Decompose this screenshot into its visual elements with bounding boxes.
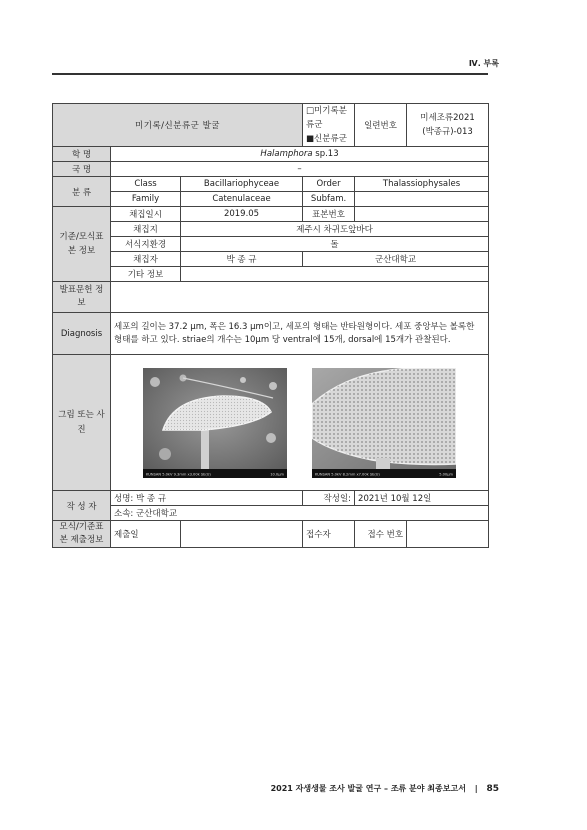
sem-photo-2-scale: 5.00μm [439, 472, 453, 476]
serial-label: 일련번호 [355, 104, 407, 147]
option-new-taxon[interactable]: ■신분류군 [306, 134, 347, 144]
diagnosis-text: 세포의 길이는 37.2 μm, 폭은 16.3 μm이고, 세포의 형태는 반타원형이다. 세포 중앙부는 볼록한 형태를 하고 있다. striae의 개수는 10μm 당 ventral에 15개, dorsal에 15개가 관찰된다. [111, 313, 489, 355]
submit-date-label: 제출일 [111, 521, 181, 548]
author-date-value: 2021년 10월 12일 [355, 491, 489, 506]
collect-date-value: 2019.05 [181, 207, 303, 222]
author-name: 성명: 박 종 규 [111, 491, 303, 506]
collect-site-value: 제주시 차귀도앞바다 [181, 222, 489, 237]
author-label: 작 성 자 [53, 491, 111, 521]
page-number: 85 [486, 784, 499, 794]
author-date-label: 작성일: [303, 491, 355, 506]
collect-site-label: 채집지 [111, 222, 181, 237]
specimen-no-value [355, 207, 489, 222]
subfam-label: Subfam. [303, 192, 355, 207]
habitat-label: 서식지환경 [111, 237, 181, 252]
class-value: Bacillariophyceae [181, 177, 303, 192]
habitat-value: 돌 [181, 237, 489, 252]
class-label: Class [111, 177, 181, 192]
sem-photo-1-image [143, 368, 287, 478]
other-info-label: 기타 정보 [111, 267, 181, 282]
specimen-no-label: 표본번호 [303, 207, 355, 222]
sci-name-genus: Halamphora [260, 149, 313, 159]
other-info-value [181, 267, 489, 282]
specimen-label: 기준/모식표본 정보 [53, 207, 111, 282]
sem-photo-1-caption: KUNSAN 5.0kV 9.3mm x3.00k SE(U) [146, 472, 211, 476]
serial-value-line1: 미세조류2021 [420, 113, 475, 123]
serial-value-line2: (박종규)-013 [422, 127, 473, 137]
order-value: Thalassiophysales [355, 177, 489, 192]
literature-value [111, 282, 489, 313]
submit-date-value[interactable] [181, 521, 303, 548]
page-footer [271, 783, 499, 794]
option-unrecorded[interactable]: □미기록분류군 [306, 106, 347, 130]
figure-cell [111, 355, 489, 491]
literature-label: 발표문헌 정보 [53, 282, 111, 313]
header-rule [52, 73, 488, 75]
author-affiliation: 소속: 군산대학교 [111, 506, 489, 521]
figure-label: 그림 또는 사진 [53, 355, 111, 491]
subfam-value [355, 192, 489, 207]
korean-name-value: – [111, 162, 489, 177]
collector-value: 박 종 규 [181, 252, 303, 267]
receiver-value[interactable] [355, 521, 407, 548]
family-value: Catenulaceae [181, 192, 303, 207]
sci-name-value [111, 147, 489, 162]
record-form [52, 103, 489, 548]
footer-separator: | [474, 784, 478, 793]
classification-label: 분 류 [53, 177, 111, 207]
sem-photo-2-image [312, 368, 456, 478]
sem-photo-2-caption: KUNSAN 5.0kV 8.2mm x7.00k SE(U) [314, 472, 380, 476]
form-title: 미기록/신분류군 발굴 [53, 104, 303, 147]
korean-name-label: 국 명 [53, 162, 111, 177]
sem-photo-1 [143, 368, 287, 478]
receiver-label: 접수자 [303, 521, 355, 548]
serial-value [407, 104, 489, 147]
sem-photo-2 [312, 368, 456, 478]
family-label: Family [111, 192, 181, 207]
submission-label: 모식/기준표본 제출정보 [53, 521, 111, 548]
diagnosis-label: Diagnosis [53, 313, 111, 355]
order-label: Order [303, 177, 355, 192]
receipt-no-label: 접수 번호 [367, 530, 404, 540]
sem-photo-1-scale: 10.0μm [270, 472, 285, 476]
sci-name-rest: sp.13 [312, 149, 339, 159]
receipt-no-value[interactable] [407, 521, 489, 548]
sci-name-label: 학 명 [53, 147, 111, 162]
collector-label: 채집자 [111, 252, 181, 267]
collect-date-label: 채집일시 [111, 207, 181, 222]
collector-affiliation: 군산대학교 [303, 252, 489, 267]
record-type-options [303, 104, 355, 147]
section-header: Ⅳ. 부록 [468, 59, 499, 68]
report-title: 2021 자생생물 조사 발굴 연구 – 조류 분야 최종보고서 [270, 784, 466, 793]
